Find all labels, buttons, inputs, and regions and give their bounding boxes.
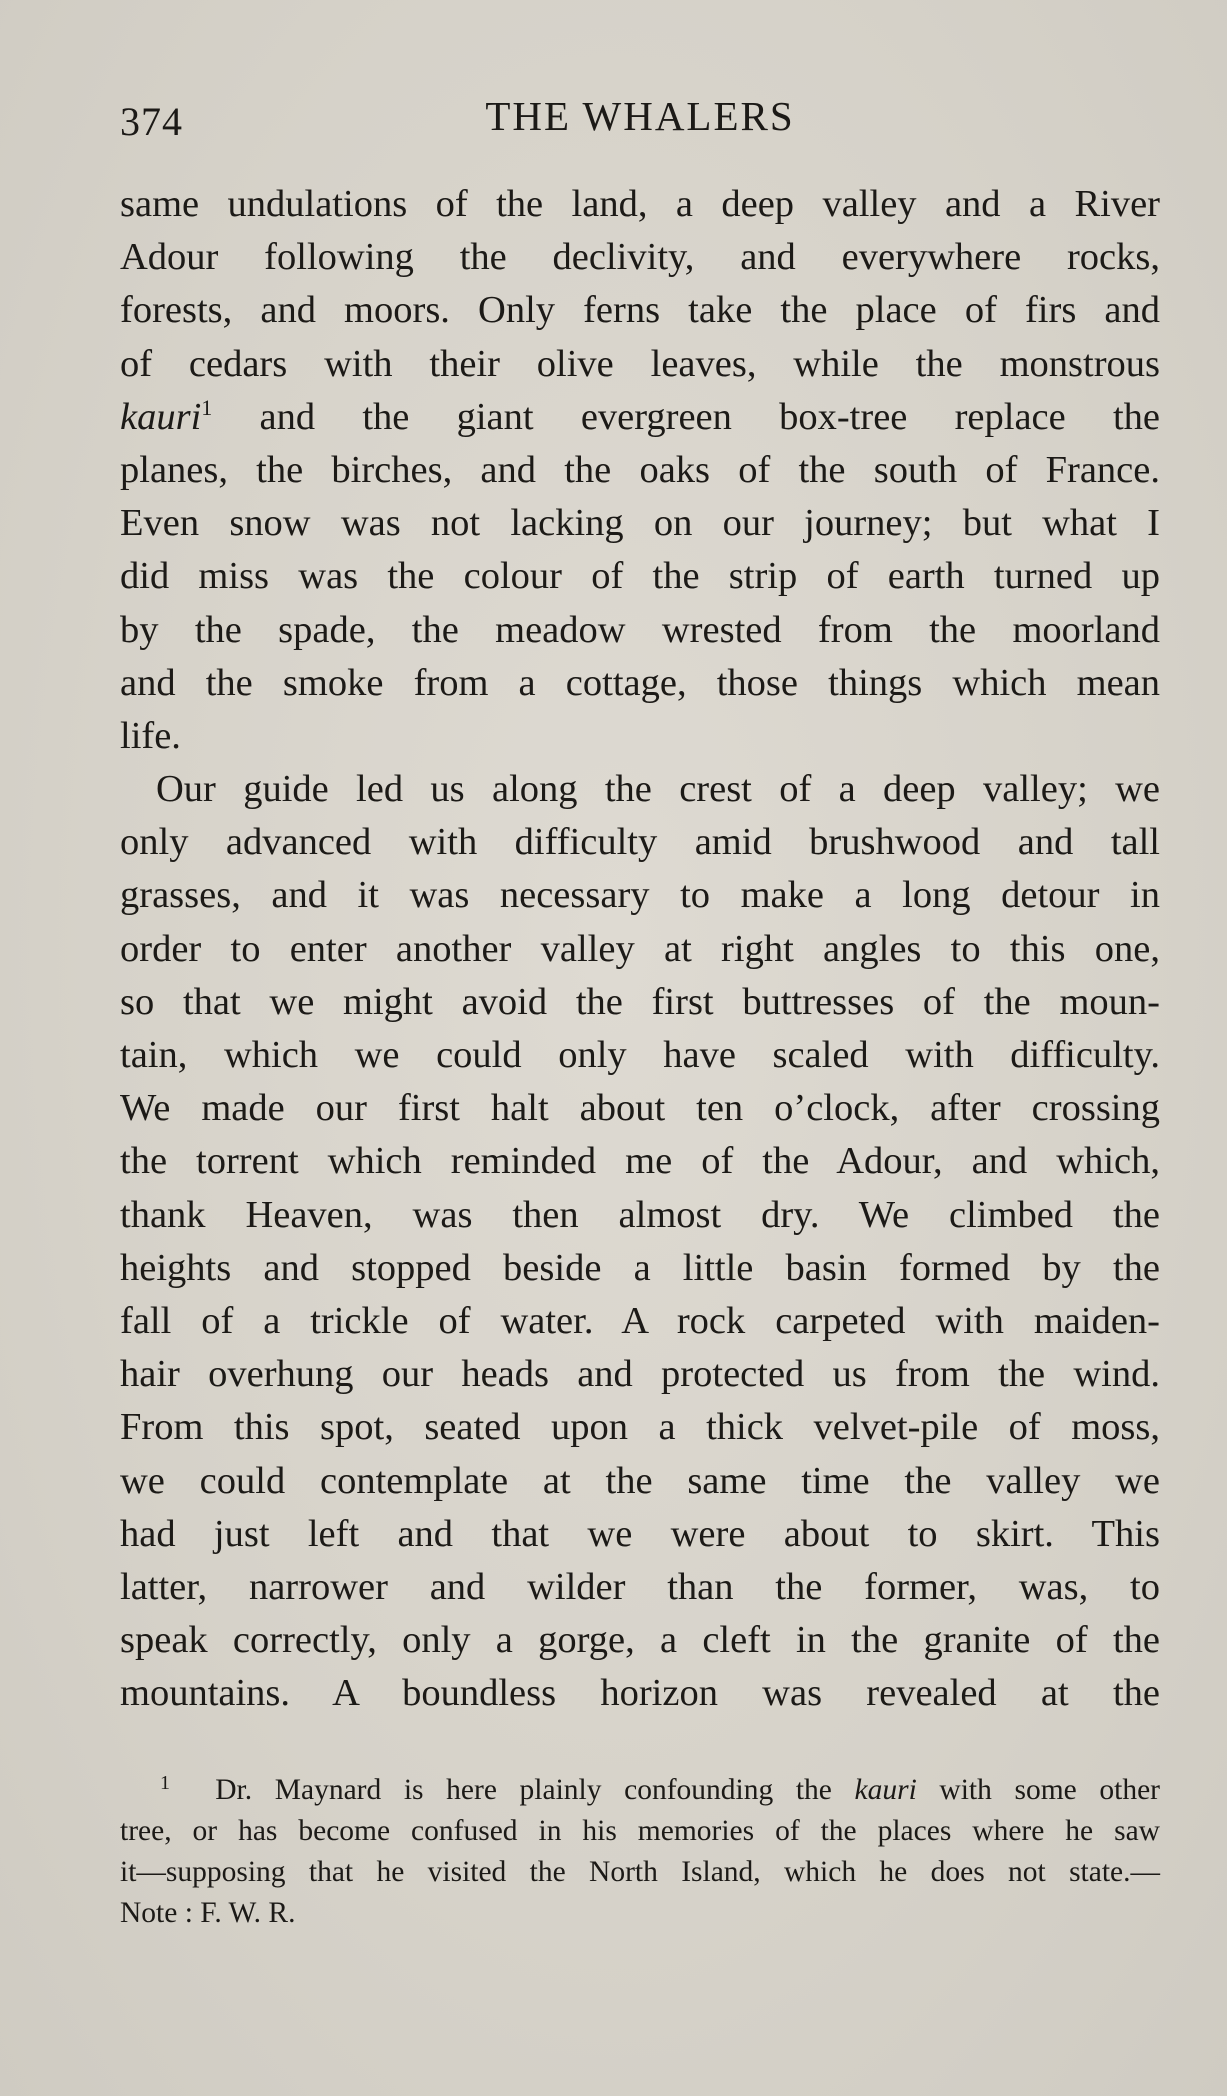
footnote-line: it—supposing that he visited the North Island, which he does not state.— (120, 1856, 1160, 1888)
text-line: planes, the birches, and the oaks of the south of France. (120, 448, 1160, 491)
italic-word: kauri (120, 395, 202, 438)
text-line: so that we might avoid the first buttresses of the moun- (120, 980, 1160, 1023)
text-line: We made our first halt about ten o’clock, after crossing (120, 1087, 1160, 1130)
text-line: thank Heaven, was then almost dry. We climbed the (120, 1193, 1160, 1236)
page-header (120, 90, 1160, 150)
text-line: forests, and moors. Only ferns take the place of firs and (120, 289, 1160, 332)
footnote (120, 1770, 1160, 1934)
footnote-line (120, 1770, 1160, 1811)
text-line: did miss was the colour of the strip of earth turned up (120, 555, 1160, 598)
footnote-text: Dr. Maynard is here plainly confounding the (215, 1774, 855, 1806)
text-line: and the smoke from a cottage, those things which mean (120, 661, 1160, 704)
text-line: we could contemplate at the same time the valley we (120, 1459, 1160, 1502)
footnote-italic-word: kauri (854, 1774, 917, 1806)
text-line: order to enter another valley at right angles to this one, (120, 927, 1160, 970)
paragraph-start-line: Our guide led us along the crest of a deep valley; we (156, 768, 1160, 811)
text-line: mountains. A boundless horizon was revealed at the (120, 1672, 1160, 1715)
text-line: hair overhung our heads and protected us from the wind. (120, 1353, 1160, 1396)
text-line: the torrent which reminded me of the Adour, and which, (120, 1140, 1160, 1183)
text-line: life. (120, 714, 181, 757)
footnote-line: tree, or has become confused in his memories of the places where he saw (120, 1815, 1160, 1847)
text-line: of cedars with their olive leaves, while the monstrous (120, 342, 1160, 385)
text-line: fall of a trickle of water. A rock carpeted with maiden- (120, 1299, 1160, 1342)
text-span: and the giant evergreen box-tree replace the (212, 395, 1160, 438)
text-line: tain, which we could only have scaled with difficulty. (120, 1034, 1160, 1076)
page-number: 374 (120, 99, 183, 144)
text-line: by the spade, the meadow wrested from the moorland (120, 608, 1160, 651)
text-line: heights and stopped beside a little basin formed by the (120, 1246, 1160, 1289)
text-line: speak correctly, only a gorge, a cleft in the granite of the (120, 1619, 1160, 1662)
text-line: From this spot, seated upon a thick velvet-pile of moss, (120, 1406, 1160, 1449)
text-line: Even snow was not lacking on our journey; but what I (120, 502, 1160, 545)
footnote-marker: 1 (160, 1772, 170, 1794)
text-line: only advanced with difficulty amid brushwood and tall (120, 821, 1160, 864)
body-text (120, 178, 1160, 1720)
running-head: THE WHALERS (485, 93, 795, 139)
footnote-text: with some other (916, 1774, 1160, 1806)
footnote-reference: 1 (201, 394, 213, 420)
text-line (120, 391, 1160, 444)
text-line: latter, narrower and wilder than the former, was, to (120, 1565, 1160, 1608)
footnote-line: Note : F. W. R. (120, 1897, 296, 1929)
text-line: had just left and that we were about to skirt. This (120, 1512, 1160, 1555)
text-line: Adour following the declivity, and everywhere rocks, (120, 236, 1160, 279)
text-line: grasses, and it was necessary to make a long detour in (120, 874, 1160, 917)
text-line: same undulations of the land, a deep valley and a River (120, 183, 1160, 225)
